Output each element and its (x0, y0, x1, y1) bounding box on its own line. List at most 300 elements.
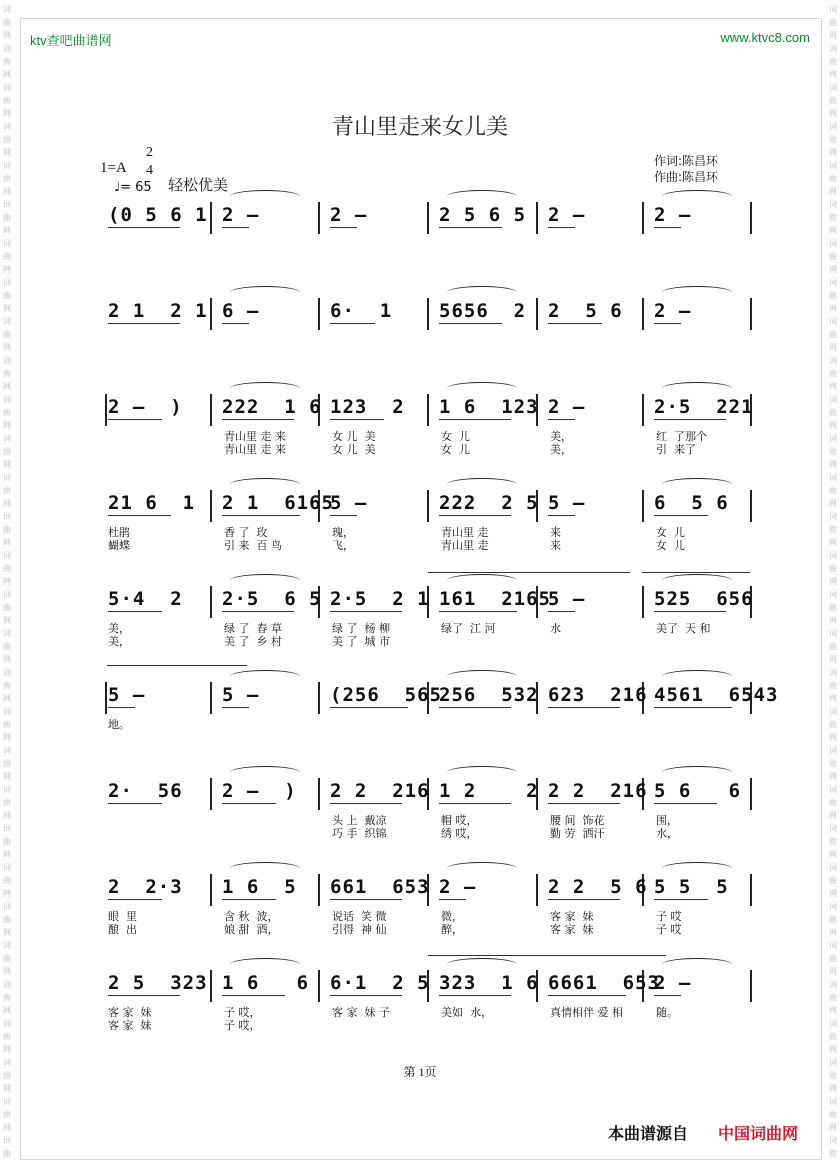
slur-arc (230, 574, 300, 587)
measure-notes: 2·5 221 (654, 396, 754, 418)
watermark-glyph: 曲 (3, 1110, 11, 1119)
meter-bottom: 4 (146, 163, 153, 178)
mood-mark: 轻松优美 (168, 176, 229, 194)
measure-notes: 2 5 6 (548, 300, 623, 322)
watermark-glyph: 词 (829, 941, 837, 950)
slur-arc (662, 670, 732, 683)
barline (318, 874, 320, 906)
watermark-glyph: 词 (829, 629, 837, 638)
underline-beam (548, 707, 620, 708)
watermark-glyph: 曲 (3, 369, 11, 378)
barline (210, 298, 212, 330)
watermark-glyph: 网 (829, 382, 837, 391)
measure-notes: (0 5 6 1 (108, 204, 208, 226)
barline (318, 298, 320, 330)
measure-notes: 2·5 2 1 (330, 588, 430, 610)
watermark-glyph: 曲 (829, 954, 837, 963)
barline (642, 490, 644, 522)
source-site-link[interactable]: 中国词曲网 (718, 1124, 799, 1143)
underline-beam (330, 323, 375, 324)
underline-beam (654, 227, 681, 228)
measure-notes: 2 5 6 5 (439, 204, 527, 226)
barline (536, 202, 538, 234)
slur-arc (447, 958, 517, 971)
measure-notes: 123 2 (330, 396, 405, 418)
slur-arc (230, 286, 300, 299)
watermark-glyph: 词 (829, 746, 837, 755)
measure-notes: 323 1 6 (439, 972, 539, 994)
underline-beam (548, 515, 575, 516)
measure-notes: 2 2·3 (108, 876, 183, 898)
underline-beam (654, 323, 681, 324)
source-label: 本曲谱源自 (608, 1124, 689, 1143)
watermark-glyph: 网 (3, 772, 11, 781)
watermark-glyph: 网 (3, 70, 11, 79)
lyric-verse-1: 头 上 戴凉 (332, 814, 387, 827)
watermark-glyph: 网 (3, 187, 11, 196)
watermark-glyph: 曲 (829, 1110, 837, 1119)
watermark-glyph: 词 (3, 746, 11, 755)
barline (642, 586, 644, 618)
watermark-glyph: 词 (829, 980, 837, 989)
watermark-glyph: 曲 (829, 993, 837, 1002)
underline-beam (654, 419, 726, 420)
watermark-glyph: 网 (3, 1084, 11, 1093)
underline-beam (222, 803, 276, 804)
barline (642, 394, 644, 426)
slur-arc (230, 766, 300, 779)
underline-beam (330, 419, 384, 420)
slur-arc (230, 670, 300, 683)
watermark-glyph: 词 (3, 551, 11, 560)
watermark-glyph: 网 (829, 538, 837, 547)
underline-beam (222, 227, 249, 228)
measure-notes: 525 656 (654, 588, 754, 610)
watermark-glyph: 网 (829, 265, 837, 274)
slur-arc (662, 574, 732, 587)
watermark-glyph: 网 (3, 304, 11, 313)
lyric-verse-1: 美， (108, 622, 130, 635)
lyric-verse-2: 引 来 百 鸟 (224, 539, 282, 552)
slur-arc (662, 478, 732, 491)
watermark-glyph: 词 (3, 785, 11, 794)
measure-notes: 5·4 2 (108, 588, 183, 610)
measure-notes: 2 2 5 6 (548, 876, 648, 898)
watermark-glyph: 网 (3, 577, 11, 586)
measure-notes: 2 2 216 (330, 780, 430, 802)
underline-beam (330, 803, 402, 804)
lyric-verse-2: 女 儿 (441, 443, 470, 456)
measure-notes: 5 – (108, 684, 146, 706)
slur-arc (662, 286, 732, 299)
measure-notes: 5 – (330, 492, 368, 514)
underline-beam (330, 515, 357, 516)
watermark-glyph: 词 (3, 512, 11, 521)
underline-beam (548, 899, 620, 900)
watermark-glyph: 网 (3, 733, 11, 742)
lyric-verse-1: 青山里 走 来 (224, 430, 286, 443)
watermark-glyph: 曲 (829, 18, 837, 27)
watermark-glyph: 网 (829, 460, 837, 469)
watermark-glyph: 词 (829, 1019, 837, 1028)
watermark-glyph: 词 (3, 1019, 11, 1028)
measure-notes: 2 1 6165 (222, 492, 334, 514)
slur-arc (447, 766, 517, 779)
barline (536, 874, 538, 906)
watermark-glyph: 曲 (829, 447, 837, 456)
header-left-site[interactable]: ktv查吧曲谱网 (30, 33, 112, 48)
slur-arc (662, 766, 732, 779)
watermark-glyph: 曲 (829, 837, 837, 846)
watermark-glyph: 曲 (829, 564, 837, 573)
watermark-glyph: 曲 (3, 759, 11, 768)
watermark-glyph: 词 (829, 590, 837, 599)
watermark-glyph: 词 (3, 473, 11, 482)
lyric-verse-1: 来 (550, 526, 561, 539)
underline-beam (222, 323, 249, 324)
barline (750, 298, 752, 330)
underline-beam (108, 611, 162, 612)
watermark-glyph: 词 (829, 278, 837, 287)
watermark-glyph: 曲 (3, 915, 11, 924)
lyric-verse-2: 客 家 妹 (108, 1019, 152, 1032)
barline (536, 298, 538, 330)
barline (427, 298, 429, 330)
lyric-verse-1: 眼 里 (108, 910, 137, 923)
watermark-glyph: 曲 (829, 291, 837, 300)
header-right-site[interactable]: www.ktvc8.com (720, 30, 810, 45)
watermark-glyph: 曲 (829, 1071, 837, 1080)
lyric-verse-2: 飞， (332, 539, 354, 552)
watermark-glyph: 词 (829, 1136, 837, 1145)
watermark-glyph: 网 (829, 343, 837, 352)
barline (210, 778, 212, 810)
lyric-verse-2: 绣 哎， (441, 827, 478, 840)
watermark-glyph: 词 (3, 941, 11, 950)
lyric-verse-1: 客 家 妹 (108, 1006, 152, 1019)
lyric-verse-1: 瑰， (332, 526, 354, 539)
watermark-glyph: 网 (3, 811, 11, 820)
watermark-glyph: 曲 (3, 330, 11, 339)
underline-beam (108, 515, 171, 516)
lyric-verse-2: 引 来了 (656, 443, 696, 456)
watermark-glyph: 词 (3, 5, 11, 14)
watermark-glyph: 曲 (3, 837, 11, 846)
underline-beam (654, 995, 681, 996)
watermark-glyph: 曲 (829, 603, 837, 612)
lyric-verse-1: 围， (656, 814, 678, 827)
measure-notes: 1 6 123 (439, 396, 539, 418)
watermark-glyph: 网 (3, 694, 11, 703)
underline-beam (330, 227, 357, 228)
slur-arc (447, 574, 517, 587)
watermark-glyph: 词 (829, 707, 837, 716)
underline-beam (222, 707, 249, 708)
watermark-glyph: 词 (829, 161, 837, 170)
watermark-glyph: 曲 (3, 57, 11, 66)
watermark-glyph: 词 (3, 161, 11, 170)
lyric-verse-1: 帽 哎， (441, 814, 478, 827)
measure-notes: 222 2 5 (439, 492, 539, 514)
measure-notes: 6661 653 (548, 972, 660, 994)
watermark-glyph: 词 (829, 239, 837, 248)
watermark-glyph: 网 (3, 655, 11, 664)
watermark-glyph: 曲 (829, 798, 837, 807)
watermark-glyph: 网 (829, 148, 837, 157)
barline (210, 682, 212, 714)
watermark-glyph: 词 (3, 1097, 11, 1106)
watermark-glyph: 曲 (829, 213, 837, 222)
measure-notes: 21 6 1 (108, 492, 196, 514)
watermark-glyph: 曲 (3, 954, 11, 963)
watermark-glyph: 词 (3, 668, 11, 677)
watermark-glyph: 曲 (829, 1032, 837, 1041)
barline (750, 778, 752, 810)
measure-notes: 5 6 6 (654, 780, 742, 802)
underline-beam (330, 611, 402, 612)
measure-notes: 2 1 2 1 (108, 300, 208, 322)
measure-notes: 1 6 5 (222, 876, 297, 898)
measure-notes: 2 – ) (108, 396, 183, 418)
lyric-verse-2: 来 (550, 539, 561, 552)
barline (210, 202, 212, 234)
watermark-glyph: 曲 (3, 213, 11, 222)
volta-bracket-2 (642, 572, 750, 573)
watermark-glyph: 词 (3, 278, 11, 287)
barline (427, 202, 429, 234)
measure-notes: (256 565 (330, 684, 442, 706)
measure-notes: 2 – (654, 300, 692, 322)
watermark-glyph: 曲 (829, 681, 837, 690)
watermark-glyph: 曲 (3, 252, 11, 261)
watermark-glyph: 曲 (829, 57, 837, 66)
watermark-glyph: 曲 (3, 18, 11, 27)
lyric-verse-1: 随。 (656, 1006, 678, 1019)
watermark-glyph: 词 (3, 902, 11, 911)
lyric-verse-1: 水 (550, 622, 561, 635)
watermark-glyph: 网 (829, 772, 837, 781)
time-signature (146, 144, 153, 180)
watermark-glyph: 曲 (829, 1149, 837, 1158)
watermark-glyph: 词 (829, 200, 837, 209)
measure-notes: 2·5 6 5 (222, 588, 322, 610)
underline-beam (222, 899, 276, 900)
watermark-glyph: 词 (3, 317, 11, 326)
underline-beam (439, 515, 511, 516)
slur-arc (447, 382, 517, 395)
right-watermark-strip (826, 0, 840, 1169)
watermark-glyph: 曲 (829, 525, 837, 534)
measure-notes: 2 – (654, 972, 692, 994)
song-title: 青山里走来女儿美 (331, 115, 508, 140)
lyric-verse-1: 子 哎 (656, 910, 682, 923)
slur-arc (447, 478, 517, 491)
measure-notes: 5 – (548, 492, 586, 514)
watermark-glyph: 曲 (3, 798, 11, 807)
measure-notes: 222 1 6 (222, 396, 322, 418)
underline-beam (222, 419, 294, 420)
underline-beam (108, 899, 162, 900)
underline-beam (439, 803, 511, 804)
measure-notes: 6 5 6 (654, 492, 729, 514)
barline (427, 490, 429, 522)
lyric-verse-2: 水， (656, 827, 678, 840)
watermark-glyph: 曲 (3, 96, 11, 105)
lyric-verse-1: 客 家 妹 子 (332, 1006, 390, 1019)
watermark-glyph: 网 (3, 1123, 11, 1132)
barline (105, 682, 107, 714)
watermark-glyph: 网 (3, 109, 11, 118)
underline-beam (439, 611, 517, 612)
underline-beam (654, 707, 732, 708)
watermark-glyph: 词 (829, 512, 837, 521)
lyric-verse-2: 美， (550, 443, 572, 456)
slur-arc (230, 862, 300, 875)
lyric-verse-1: 红 了那个 (656, 430, 707, 443)
watermark-glyph: 网 (829, 733, 837, 742)
lyric-verse-2: 酿 出 (108, 923, 137, 936)
key-signature: 1=A (100, 160, 127, 176)
underline-beam (108, 323, 180, 324)
barline (105, 394, 107, 426)
watermark-glyph: 网 (829, 1006, 837, 1015)
lyric-verse-1: 青山里 走 (441, 526, 489, 539)
underline-beam (439, 899, 466, 900)
barline (750, 202, 752, 234)
lyricist-credit: 作词:陈昌环 (654, 154, 719, 168)
underline-beam (654, 611, 726, 612)
watermark-glyph: 词 (3, 1136, 11, 1145)
slur-arc (447, 286, 517, 299)
watermark-glyph: 曲 (829, 174, 837, 183)
watermark-glyph: 网 (829, 421, 837, 430)
barline (750, 490, 752, 522)
slur-arc (230, 478, 300, 491)
watermark-glyph: 词 (829, 317, 837, 326)
page-number: 第 1页 (403, 1065, 437, 1079)
watermark-glyph: 曲 (829, 135, 837, 144)
watermark-glyph: 词 (829, 1058, 837, 1067)
watermark-glyph: 网 (3, 265, 11, 274)
lyric-verse-1: 美了 天 和 (656, 622, 711, 635)
underline-beam (439, 707, 511, 708)
watermark-glyph: 曲 (3, 1032, 11, 1041)
watermark-glyph: 网 (829, 889, 837, 898)
underline-beam (222, 611, 294, 612)
lyric-verse-2: 引得 神 仙 (332, 923, 387, 936)
watermark-glyph: 网 (829, 655, 837, 664)
watermark-glyph: 曲 (829, 369, 837, 378)
watermark-glyph: 词 (3, 863, 11, 872)
tempo-mark: ♩= 65 (114, 180, 152, 195)
underline-beam (548, 803, 620, 804)
barline (750, 874, 752, 906)
watermark-glyph: 网 (829, 811, 837, 820)
underline-beam (439, 995, 511, 996)
watermark-glyph: 网 (829, 70, 837, 79)
watermark-glyph: 词 (3, 824, 11, 833)
lyric-verse-2: 客 家 妹 (550, 923, 594, 936)
underline-beam (330, 899, 402, 900)
watermark-glyph: 网 (829, 304, 837, 313)
slur-arc (662, 958, 732, 971)
underline-beam (222, 995, 285, 996)
watermark-glyph: 网 (829, 967, 837, 976)
composer-credit: 作曲:陈昌环 (654, 170, 719, 184)
underline-beam (654, 515, 708, 516)
lyric-verse-2: 女 儿 (656, 539, 685, 552)
measure-notes: 5656 2 (439, 300, 527, 322)
watermark-glyph: 曲 (3, 564, 11, 573)
watermark-glyph: 词 (829, 785, 837, 794)
watermark-glyph: 词 (3, 200, 11, 209)
watermark-glyph: 网 (3, 850, 11, 859)
lyric-verse-2: 巧 手 织锦 (332, 827, 387, 840)
watermark-glyph: 曲 (829, 915, 837, 924)
watermark-glyph: 曲 (3, 603, 11, 612)
barline (210, 394, 212, 426)
underline-beam (222, 515, 300, 516)
watermark-glyph: 网 (3, 1006, 11, 1015)
lyric-verse-1: 女 儿 美 (332, 430, 376, 443)
lyric-verse-2: 女 儿 美 (332, 443, 376, 456)
watermark-glyph: 网 (3, 538, 11, 547)
underline-beam (108, 707, 135, 708)
watermark-glyph: 网 (829, 1123, 837, 1132)
watermark-glyph: 网 (829, 109, 837, 118)
underline-beam (548, 611, 575, 612)
measure-notes: 661 653 (330, 876, 430, 898)
lyric-verse-2: 美 了 城 市 (332, 635, 390, 648)
slur-arc (447, 190, 517, 203)
watermark-glyph: 词 (829, 863, 837, 872)
watermark-glyph: 曲 (829, 408, 837, 417)
watermark-glyph: 网 (3, 889, 11, 898)
lyric-verse-2: 蝴蝶 (108, 539, 130, 552)
measure-notes: 2 – (548, 396, 586, 418)
watermark-glyph: 词 (3, 395, 11, 404)
watermark-glyph: 词 (829, 473, 837, 482)
watermark-glyph: 词 (3, 980, 11, 989)
barline (318, 778, 320, 810)
lyric-verse-2: 娘 甜 酒， (224, 923, 279, 936)
lyric-verse-1: 杜鹃 (108, 526, 130, 539)
watermark-glyph: 网 (3, 928, 11, 937)
meter-top: 2 (146, 145, 153, 160)
watermark-glyph: 曲 (829, 330, 837, 339)
watermark-glyph: 网 (829, 577, 837, 586)
watermark-glyph: 网 (3, 31, 11, 40)
barline (318, 970, 320, 1002)
watermark-glyph: 曲 (3, 291, 11, 300)
watermark-glyph: 词 (3, 434, 11, 443)
watermark-glyph: 词 (3, 356, 11, 365)
slur-arc (230, 190, 300, 203)
watermark-glyph: 网 (3, 382, 11, 391)
barline (427, 394, 429, 426)
watermark-glyph: 词 (3, 83, 11, 92)
watermark-glyph: 网 (3, 1045, 11, 1054)
measure-notes: 2 2 216 (548, 780, 648, 802)
underline-beam (108, 419, 162, 420)
slur-arc (662, 190, 732, 203)
underline-beam (439, 323, 502, 324)
measure-notes: 2 – (222, 204, 260, 226)
watermark-glyph: 词 (3, 122, 11, 131)
underline-beam (439, 227, 502, 228)
watermark-glyph: 曲 (3, 993, 11, 1002)
watermark-glyph: 网 (829, 31, 837, 40)
